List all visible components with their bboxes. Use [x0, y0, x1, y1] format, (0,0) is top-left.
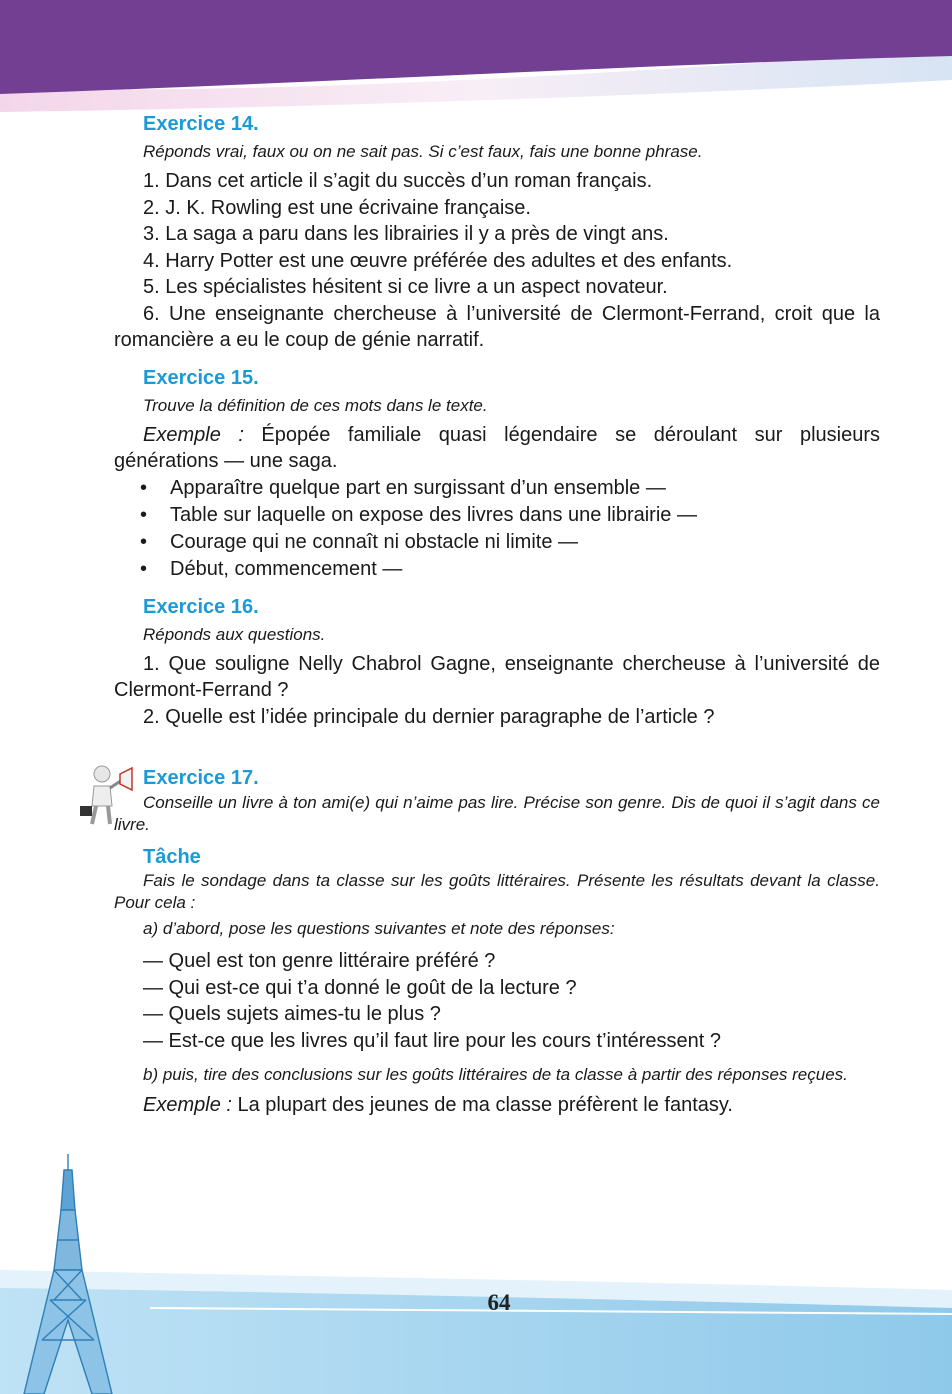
- exercise-14-item-6: 6. Une enseignante chercheuse à l’université de Clermont-Ferrand, croit que la romancière a eu le coup de génie narratif.: [114, 302, 880, 351]
- exercise-14-item-4: 4. Harry Potter est une œuvre préférée des adultes et des enfants.: [143, 249, 733, 272]
- tache-question-2: — Qui est-ce qui t’a donné le goût de la lecture ?: [143, 976, 577, 999]
- exercise-14-instruction: Réponds vrai, faux ou on ne sait pas. Si c’est faux, fais une bonne phrase.: [143, 142, 703, 161]
- page-number: 64: [487, 1290, 511, 1315]
- exercise-14-item-2: 2. J. K. Rowling est une écrivaine française.: [143, 196, 531, 219]
- example-label: Exemple :: [143, 423, 244, 446]
- exercise-15-list: [114, 475, 880, 583]
- list-item: • Table sur laquelle on expose des livres dans une librairie —: [140, 502, 880, 529]
- example-text: La plupart des jeunes de ma classe préfèrent le fantasy.: [231, 1094, 733, 1116]
- exercise-15-title: Exercice 15.: [143, 366, 259, 389]
- tache-question-3: — Quels sujets aimes-tu le plus ?: [143, 1003, 441, 1025]
- exercise-17-instruction: Conseille un livre à ton ami(e) qui n’aime pas lire. Précise son genre. Dis de quoi il s’agit dans ce livre.: [114, 793, 880, 834]
- list-item: • Apparaître quelque part en surgissant d’un ensemble —: [140, 475, 880, 502]
- eiffel-tower-icon: [22, 1150, 152, 1394]
- exercise-14-item-3: 3. La saga a paru dans les librairies il y a près de vingt ans.: [143, 223, 669, 245]
- example-text: Épopée familiale quasi légendaire se déroulant sur plusieurs générations — une saga.: [114, 423, 880, 472]
- exercise-14-item-5: 5. Les spécialistes hésitent si ce livre a un aspect novateur.: [143, 276, 668, 298]
- tache-instruction: Fais le sondage dans ta classe sur les goûts littéraires. Présente les résultats devant la classe. Pour cela :: [114, 871, 880, 912]
- exercise-16-item-1: 1. Que souligne Nelly Chabrol Gagne, enseignante chercheuse à l’université de Clermont-Ferrand ?: [114, 652, 880, 701]
- exercise-16-item-2: 2. Quelle est l’idée principale du dernier paragraphe de l’article ?: [143, 705, 715, 728]
- tache-step-b: b) puis, tire des conclusions sur les goûts littéraires de ta classe à partir des réponses reçues.: [143, 1065, 848, 1084]
- exercise-15-instruction: Trouve la définition de ces mots dans le texte.: [143, 395, 488, 415]
- example-label: Exemple :: [143, 1094, 232, 1116]
- list-item: • Début, commencement —: [140, 556, 880, 583]
- tache-question-4: — Est-ce que les livres qu’il faut lire pour les cours t’intéressent ?: [143, 1029, 722, 1052]
- exercise-16-instruction: Réponds aux questions.: [143, 624, 326, 644]
- exercise-15-example: [114, 422, 880, 475]
- list-item: • Courage qui ne connaît ni obstacle ni limite —: [140, 529, 880, 556]
- exercise-14-title: Exercice 14.: [143, 113, 259, 135]
- exercise-16-title: Exercice 16.: [143, 595, 259, 618]
- exercise-14-item-1: 1. Dans cet article il s’agit du succès d’un roman français.: [143, 170, 653, 192]
- tache-step-a: a) d’abord, pose les questions suivantes et note des réponses:: [143, 919, 615, 938]
- tache-example: [114, 1092, 880, 1119]
- tache-title: Tâche: [143, 846, 201, 868]
- tache-question-1: — Quel est ton genre littéraire préféré ?: [143, 950, 496, 972]
- page-content: [114, 110, 880, 1119]
- header-band: [0, 0, 952, 120]
- exercise-17-title: Exercice 17.: [143, 767, 259, 789]
